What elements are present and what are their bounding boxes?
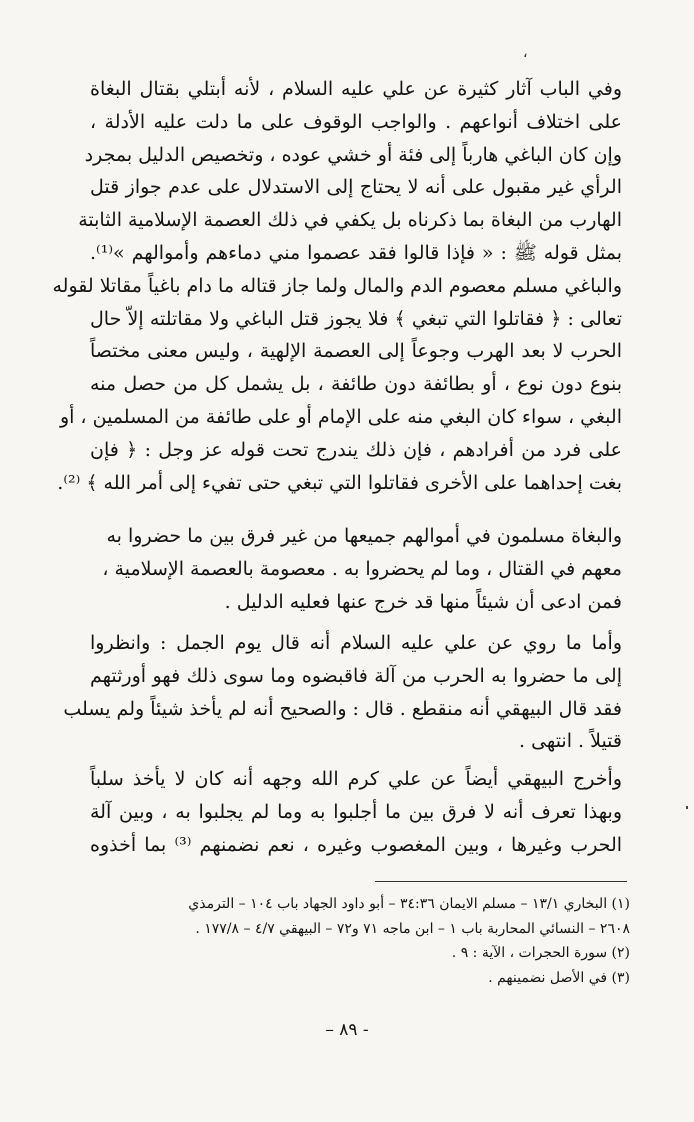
text-line: وأخرج البيهقي أيضاً عن علي كرم الله وجهه أنه كان لا يأخذ سلباً <box>90 768 622 790</box>
text-line: بمثل قوله ﷺ : « فإذا قالوا فقد عصموا مني دماءهم وأموالهم »⁽¹⁾. <box>90 241 622 264</box>
text-line: والبغاة مسلمون في أموالهم جميعها من غير فرق بين ما حضروا به <box>106 525 622 547</box>
footnote-divider <box>375 881 627 882</box>
text-line: فقد قال البيهقي أنه منقطع . قال : والصحيح أنه لم يأخذ شيئاً ولم يسلب <box>63 697 622 720</box>
paragraph-4 <box>90 763 622 861</box>
text-line: إلى ما حضروا به الحرب من آلة فاقبضوه وما سوى ذلك فهو أورثتهم <box>90 664 622 687</box>
scan-speck <box>686 806 688 809</box>
text-line: البغي ، سواء كان البغي منه على الإمام أو على طائفة من المسلمين ، أو <box>59 405 622 428</box>
footnotes <box>95 892 630 990</box>
text-line: الحرب لا بعد الهرب وجوعاً إلى العصمة الإلهية ، وليس معنى مختصاً <box>90 340 622 363</box>
text-line: فمن ادعى أن شيئاً منها قد خرج عنها فعليه الدليل . <box>224 590 622 613</box>
text-line: بنوع دون نوع ، أو بطائفة دون طائفة ، بل يشمل كل من حصل منه <box>90 373 622 396</box>
text-line: بغت إحداهما على الأخرى فقاتلوا التي تبغي حتى تفيء إلى أمر الله ﴾ ⁽²⁾. <box>57 471 622 494</box>
footnote-1: (١) البخاري ١٣/١ – مسلم الايمان ٣٤:٣٦ – أبو داود الجهاد باب ١٠٤ – الترمذي <box>188 896 630 912</box>
paragraph-2 <box>90 520 622 618</box>
paragraph-3 <box>63 627 622 758</box>
text-line: وأما ما روي عن علي عليه السلام أنه قال يوم الجمل : وانظروا <box>90 632 622 654</box>
text-line: تعالى : ﴿ فقاتلوا التي تبغي ﴾ فلا يجوز قتل الباغي ولا مقاتلته إلاّ حال <box>90 307 622 330</box>
top-mark: ، <box>523 45 528 61</box>
text-line: معهم في القتال ، وما لم يحضروا به . معصومة بالعصمة الإسلامية ، <box>102 557 622 580</box>
text-line: وإن كان الباغي هارباً إلى فئة أو خشي عوده ، وتخصيص الدليل بمجرد <box>84 143 622 166</box>
text-line: والباغي مسلم معصوم الدم والمال ولما جاز قتاله ما دام باغياً مقاتلا لقوله <box>52 274 622 297</box>
text-line: على اختلاف أنواعهم . والواجب الوقوف على ما دلت عليه الأدلة ، <box>90 110 622 133</box>
footnote-1-continued: ٢٦٠٨ – النسائي المحاربة باب ١ – ابن ماجه ٧١ و٧٢ – البيهقي ٤/٧ – ١٧٧/٨ . <box>195 920 630 937</box>
text-line: على فرد من أفرادهم ، فإن ذلك يندرج تحت قوله عز وجل : ﴿ فإن <box>90 438 622 461</box>
page-number: – ٨٩ - <box>325 1020 369 1040</box>
text-line: الهارب من البغاة بما ذكرناه بل يكفي في ذلك العصمة الإسلامية الثابتة <box>78 209 622 232</box>
paragraph-1 <box>52 73 622 499</box>
text-line: قتيلاً . انتهى . <box>519 730 622 753</box>
text-line: الرأي غير مقبول على أنه لا يحتاج إلى الاستدلال على عدم جواز قتل <box>90 176 622 199</box>
text-line: الحرب وغيرها ، وبين المغصوب وغيره ، نعم نضمنهم ⁽³⁾ بما أخذوه <box>90 833 623 856</box>
footnote-3: (٣) في الأصل نضمينهم . <box>488 969 630 986</box>
text-line: وفي الباب آثار كثيرة عن علي عليه السلام ، لأنه أبتلي بقتال البغاة <box>90 78 622 100</box>
footnote-2: (٢) سورة الحجرات ، الآية : ٩ . <box>451 945 630 961</box>
text-line: وبهذا تعرف أنه لا فرق بين ما أجلبوا به وما لم يجلبوا به ، وبين آلة <box>90 800 622 823</box>
